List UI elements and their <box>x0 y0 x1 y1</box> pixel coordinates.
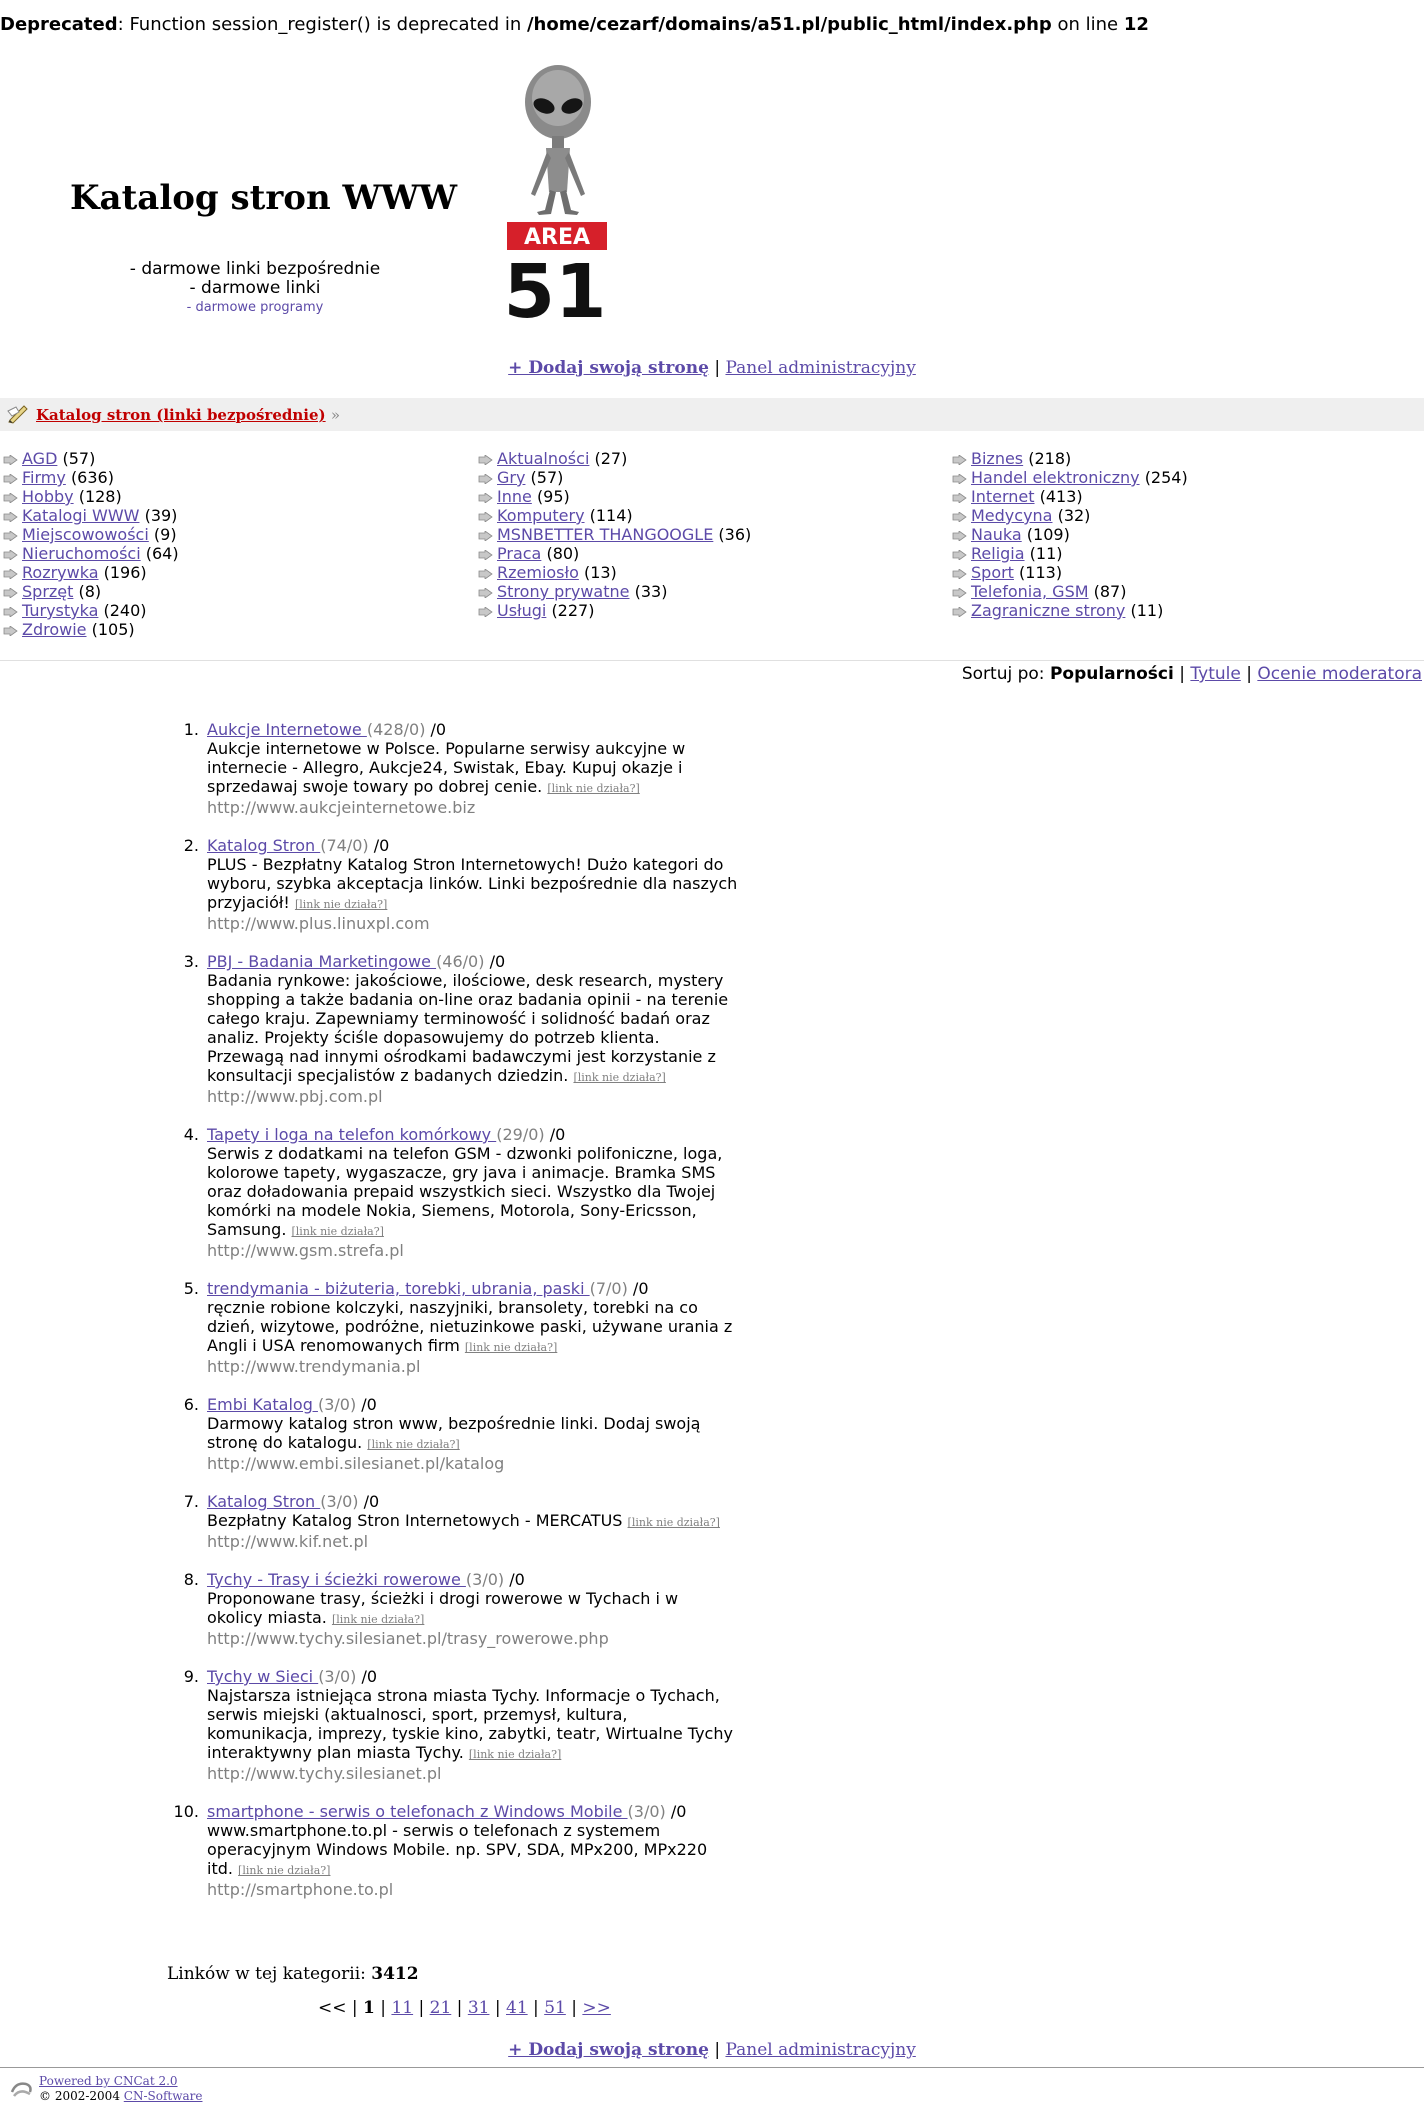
result-stats: (3/0) <box>318 1667 357 1686</box>
category-count: (196) <box>103 563 147 582</box>
arrow-icon <box>952 569 967 579</box>
result-number: 7. <box>183 1492 199 1511</box>
pager-page-link[interactable]: 21 <box>429 1998 452 2018</box>
result-description: Aukcje internetowe w Polsce. Popularne serwisy aukcyjne w internecie - Allegro, Aukcje24, Swistak, Ebay. Kupuj okazje i sprzedawaj swoje towary po dobrej cenie. <box>207 739 686 796</box>
sort-by-rating-link[interactable]: Ocenie moderatora <box>1257 664 1422 684</box>
logo-area-text: AREA <box>523 225 591 250</box>
company-link[interactable]: CN-Software <box>123 2089 203 2103</box>
result-number: 8. <box>183 1570 199 1589</box>
category-count: (80) <box>546 544 580 563</box>
category-item <box>478 563 938 582</box>
category-item <box>952 449 1412 468</box>
report-broken-link[interactable]: [link nie działa?] <box>291 1225 384 1238</box>
category-count: (413) <box>1039 487 1083 506</box>
result-rating: /0 <box>504 1570 525 1589</box>
result-rating: /0 <box>627 1279 649 1298</box>
category-item <box>3 620 463 639</box>
deprecation-message: Function session_register() is deprecated in <box>123 14 527 35</box>
sort-separator: | <box>1246 664 1252 684</box>
category-item <box>952 544 1412 563</box>
report-broken-link[interactable]: [link nie działa?] <box>627 1516 720 1529</box>
result-rating: /0 <box>356 1395 377 1414</box>
category-link[interactable]: Rozrywka <box>22 563 99 582</box>
pager-separator: | <box>489 1998 506 2018</box>
result-stats: (3/0) <box>465 1570 505 1589</box>
report-broken-link[interactable]: [link nie działa?] <box>238 1864 331 1877</box>
result-number: 5. <box>183 1279 199 1298</box>
result-number: 10. <box>173 1802 199 1821</box>
category-link[interactable]: Sport <box>971 563 1014 582</box>
category-link[interactable]: Komputery <box>497 506 585 525</box>
category-column-2 <box>478 449 938 620</box>
arrow-icon <box>952 512 967 522</box>
sort-bar <box>962 664 1422 684</box>
category-link[interactable]: Internet <box>971 487 1035 506</box>
arrow-icon <box>3 588 18 598</box>
category-item <box>3 525 463 544</box>
category-link[interactable]: Nauka <box>971 525 1022 544</box>
category-count: (33) <box>634 582 668 601</box>
result-url: http://www.tychy.silesianet.pl <box>207 1764 442 1783</box>
result-url: http://www.trendymania.pl <box>207 1357 421 1376</box>
category-item <box>3 582 463 601</box>
arrow-icon <box>478 474 493 484</box>
pager-page-link[interactable]: 51 <box>544 1998 566 2018</box>
category-count: (8) <box>78 582 102 601</box>
result-number: 3. <box>183 952 199 971</box>
category-item <box>3 449 463 468</box>
deprecation-line: 12 <box>1123 14 1149 35</box>
result-url: http://www.gsm.strefa.pl <box>207 1241 404 1260</box>
category-link[interactable]: Miejscowowości <box>22 525 149 544</box>
category-link[interactable]: Strony prywatne <box>497 582 630 601</box>
area51-logo <box>503 62 613 322</box>
category-link[interactable]: Usługi <box>497 601 547 620</box>
report-broken-link[interactable]: [link nie działa?] <box>573 1071 666 1084</box>
category-count: (64) <box>145 544 179 563</box>
arrow-icon <box>478 493 493 503</box>
result-stats: (74/0) <box>320 836 369 855</box>
pager-page-link[interactable]: 31 <box>467 1998 490 2018</box>
result-title-link[interactable]: Aukcje Internetowe <box>207 720 367 739</box>
category-count: (57) <box>530 468 564 487</box>
arrow-icon <box>478 588 493 598</box>
result-url: http://www.tychy.silesianet.pl/trasy_rowerowe.php <box>207 1629 609 1648</box>
link-count <box>167 1964 419 1984</box>
arrow-icon <box>952 474 967 484</box>
arrow-icon <box>3 493 18 503</box>
category-count: (11) <box>1130 601 1164 620</box>
result-title-link[interactable]: Embi Katalog <box>207 1395 318 1414</box>
result-item <box>168 720 738 817</box>
result-title-link[interactable]: Katalog Stron <box>207 836 321 855</box>
category-count: (87) <box>1093 582 1127 601</box>
arrow-icon <box>3 626 18 636</box>
category-count: (95) <box>536 487 570 506</box>
result-rating: /0 <box>368 836 390 855</box>
sort-by-title-link[interactable]: Tytule <box>1190 664 1241 684</box>
report-broken-link[interactable]: [link nie działa?] <box>367 1438 460 1451</box>
category-count: (32) <box>1057 506 1091 525</box>
copyright-text: © 2002-2004 <box>39 2089 124 2103</box>
result-title-link[interactable]: Tapety i loga na telefon komórkowy <box>207 1125 497 1144</box>
arrow-icon <box>478 531 493 541</box>
category-count: (9) <box>153 525 177 544</box>
category-link[interactable]: Aktualności <box>497 449 590 468</box>
category-item <box>478 506 938 525</box>
arrow-icon <box>3 531 18 541</box>
deprecation-on-line: on line <box>1051 14 1124 35</box>
pager-separator: | <box>527 1998 545 2018</box>
pager-separator: | <box>346 1998 364 2018</box>
deprecation-label: Deprecated <box>0 14 118 35</box>
category-item <box>952 506 1412 525</box>
pager-next-link[interactable]: >> <box>582 1998 611 2018</box>
arrow-icon <box>3 474 18 484</box>
pagination <box>318 1998 611 2018</box>
add-site-link[interactable]: + Dodaj swoją stronę <box>508 2040 709 2060</box>
tagline-2: - darmowe linki <box>189 278 321 298</box>
category-item <box>952 563 1412 582</box>
pager-current: 1 <box>363 1998 375 2018</box>
footer-divider <box>0 2067 1424 2068</box>
breadcrumb-separator: » <box>330 406 341 424</box>
category-item <box>3 487 463 506</box>
category-count: (57) <box>62 449 96 468</box>
result-description: Najstarsza istniejąca strona miasta Tychy. Informacje o Tychach, serwis miejski (aktualnosci, sport, przemysł, kultura, komunikacja, imprezy, tyskie kino, zabytki, teatr, Wirtualne Tychy interaktywny plan miasta Tychy. <box>207 1686 733 1762</box>
category-item <box>478 582 938 601</box>
tagline-1: - darmowe linki bezpośrednie <box>129 259 381 279</box>
arrow-icon <box>952 455 967 465</box>
alien-figure-icon <box>525 65 591 215</box>
taglines <box>95 260 415 317</box>
category-item <box>952 582 1412 601</box>
category-count: (254) <box>1144 468 1188 487</box>
arrow-icon <box>952 531 967 541</box>
admin-panel-link[interactable]: Panel administracyjny <box>725 2040 916 2060</box>
result-stats: (3/0) <box>627 1802 666 1821</box>
result-title-link[interactable]: trendymania - biżuteria, torebki, ubrania, paski <box>207 1279 590 1298</box>
category-link[interactable]: Zdrowie <box>22 620 87 639</box>
sort-separator: | <box>1179 664 1185 684</box>
category-count: (128) <box>78 487 122 506</box>
site-title: Katalog stron WWW <box>70 178 458 218</box>
pager-separator: | <box>565 1998 583 2018</box>
category-item <box>478 449 938 468</box>
category-count: (114) <box>589 506 633 525</box>
category-link[interactable]: Turystyka <box>22 601 99 620</box>
result-description: Darmowy katalog stron www, bezpośrednie linki. Dodaj swoją stronę do katalogu. <box>207 1414 701 1452</box>
bottom-links <box>0 2040 1424 2060</box>
arrow-icon <box>478 607 493 617</box>
result-description: PLUS - Bezpłatny Katalog Stron Internetowych! Dużo kategori do wyboru, szybka akceptacja linków. Linki bezpośrednie dla naszych przyjaciół! <box>207 855 738 912</box>
result-item <box>168 1279 738 1376</box>
divider <box>0 660 1424 661</box>
result-rating: /0 <box>358 1492 380 1511</box>
category-count: (36) <box>718 525 752 544</box>
pager-page-link[interactable]: 11 <box>391 1998 414 2018</box>
arrow-icon <box>952 493 967 503</box>
result-title-link[interactable]: PBJ - Badania Marketingowe <box>207 952 437 971</box>
category-link[interactable]: Nieruchomości <box>22 544 141 563</box>
logo-number-text: 51 <box>503 249 607 322</box>
report-broken-link[interactable]: [link nie działa?] <box>331 1613 425 1626</box>
result-item <box>168 952 738 1106</box>
result-url: http://www.pbj.com.pl <box>207 1087 383 1106</box>
category-item <box>3 544 463 563</box>
result-title-link[interactable]: Katalog Stron <box>207 1492 321 1511</box>
report-broken-link[interactable]: [link nie działa?] <box>464 1341 558 1354</box>
category-count: (13) <box>583 563 617 582</box>
arrow-icon <box>478 569 493 579</box>
result-rating: /0 <box>425 720 447 739</box>
breadcrumb-root-link[interactable]: Katalog stron (linki bezpośrednie) <box>36 406 326 424</box>
result-description: www.smartphone.to.pl - serwis o telefonach z systemem operacyjnym Windows Mobile. np. SPV, SDA, MPx200, MPx220 itd. <box>207 1821 708 1878</box>
sort-current: Popularności <box>1049 664 1174 684</box>
result-title-link[interactable]: smartphone - serwis o telefonach z Windows Mobile <box>207 1802 628 1821</box>
category-link[interactable]: AGD <box>22 449 58 468</box>
category-count: (240) <box>103 601 147 620</box>
top-links-separator: | <box>714 358 721 378</box>
category-link[interactable]: MSNBETTER THANGOOGLE <box>497 525 714 544</box>
category-column-3 <box>952 449 1412 620</box>
arrow-icon <box>3 607 18 617</box>
category-count: (227) <box>551 601 595 620</box>
result-description: Proponowane trasy, ścieżki i drogi rowerowe w Tychach i w okolicy miasta. <box>207 1589 679 1627</box>
result-number: 1. <box>183 720 199 739</box>
pager-separator: | <box>374 1998 392 2018</box>
link-count-label: Linków w tej kategorii: <box>167 1964 372 1984</box>
arrow-icon <box>3 569 18 579</box>
arrow-icon <box>3 455 18 465</box>
result-stats: (428/0) <box>366 720 426 739</box>
footer-text <box>39 2074 202 2104</box>
category-link[interactable]: Religia <box>971 544 1025 563</box>
category-count: (109) <box>1026 525 1070 544</box>
result-stats: (29/0) <box>496 1125 545 1144</box>
pager-prev: << <box>318 1998 347 2018</box>
arrow-icon <box>478 550 493 560</box>
category-item <box>478 487 938 506</box>
result-item <box>168 1667 738 1783</box>
category-item <box>478 544 938 563</box>
category-item <box>952 468 1412 487</box>
breadcrumb <box>36 406 340 424</box>
result-number: 2. <box>183 836 199 855</box>
category-item <box>478 468 938 487</box>
arrow-icon <box>3 512 18 522</box>
result-rating: /0 <box>665 1802 687 1821</box>
category-link[interactable]: Gry <box>497 468 526 487</box>
arrow-icon <box>952 550 967 560</box>
result-item <box>168 836 738 933</box>
category-item <box>952 601 1412 620</box>
category-link[interactable]: Sprzęt <box>22 582 74 601</box>
arrow-icon <box>3 550 18 560</box>
result-url: http://www.embi.silesianet.pl/katalog <box>207 1454 505 1473</box>
category-link[interactable]: Hobby <box>22 487 74 506</box>
result-description: ręcznie robione kolczyki, naszyjniki, bransolety, torebki na co dzień, wizytowe, podróżne, nietuzinkowe paski, używane urania z Angli i USA renomowanych firm <box>207 1298 733 1355</box>
category-item <box>952 487 1412 506</box>
bottom-links-separator: | <box>714 2040 721 2060</box>
category-item <box>3 563 463 582</box>
deprecation-path: /home/cezarf/domains/a51.pl/public_html/index.php <box>526 14 1052 35</box>
admin-panel-link[interactable]: Panel administracyjny <box>725 358 916 378</box>
result-rating: /0 <box>356 1667 378 1686</box>
category-link[interactable]: Praca <box>497 544 542 563</box>
result-item <box>168 1570 738 1648</box>
category-count: (27) <box>594 449 628 468</box>
result-item <box>168 1492 738 1551</box>
category-count: (113) <box>1019 563 1063 582</box>
result-url: http://www.plus.linuxpl.com <box>207 914 430 933</box>
pencil-icon <box>6 403 30 425</box>
result-description: Serwis z dodatkami na telefon GSM - dzwonki polifoniczne, loga, kolorowe tapety, wygaszacze, gry java i animacje. Bramka SMS oraz doładowania prepaid wszystkich sieci. Wszystko dla Twojej komórki na modele Nokia, Siemens, Motorola, Sony-Ericsson, Samsung. <box>207 1144 723 1239</box>
category-column-1 <box>3 449 463 639</box>
category-count: (218) <box>1028 449 1072 468</box>
sort-label: Sortuj po: <box>961 664 1045 684</box>
category-link[interactable]: Katalogi WWW <box>22 506 140 525</box>
category-link[interactable]: Telefonia, GSM <box>971 582 1089 601</box>
tagline-3: - darmowe programy <box>186 300 324 315</box>
result-number: 9. <box>183 1667 199 1686</box>
category-item <box>3 468 463 487</box>
pager-separator: | <box>451 1998 468 2018</box>
category-link[interactable]: Medycyna <box>971 506 1053 525</box>
result-url: http://www.kif.net.pl <box>207 1532 369 1551</box>
breadcrumb-bar <box>0 398 1424 431</box>
deprecation-warning <box>0 14 1149 35</box>
link-count-value: 3412 <box>371 1964 419 1984</box>
result-stats: (3/0) <box>320 1492 359 1511</box>
arrow-icon <box>478 512 493 522</box>
result-title-link[interactable]: Tychy - Trasy i ścieżki rowerowe <box>207 1570 466 1589</box>
category-item <box>3 506 463 525</box>
result-title-link[interactable]: Tychy w Sieci <box>207 1667 319 1686</box>
category-count: (39) <box>144 506 178 525</box>
result-number: 4. <box>183 1125 199 1144</box>
category-link[interactable]: Firmy <box>22 468 66 487</box>
category-link[interactable]: Biznes <box>971 449 1024 468</box>
report-broken-link[interactable]: [link nie działa?] <box>468 1748 562 1761</box>
result-item <box>168 1395 738 1473</box>
category-link[interactable]: Inne <box>497 487 532 506</box>
result-url: http://www.aukcjeinternetowe.biz <box>207 798 476 817</box>
results-list <box>168 720 738 1918</box>
category-item <box>3 601 463 620</box>
cncat-logo-icon <box>10 2078 34 2100</box>
result-number: 6. <box>183 1395 199 1414</box>
arrow-icon <box>952 607 967 617</box>
category-count: (11) <box>1029 544 1063 563</box>
result-stats: (7/0) <box>589 1279 628 1298</box>
category-item <box>478 601 938 620</box>
powered-by-link[interactable]: Powered by CNCat 2.0 <box>39 2074 178 2088</box>
result-description: Badania rynkowe: jakościowe, ilościowe, desk research, mystery shopping a także badania on-line oraz badania opinii - na terenie całego kraju. Zapewniamy terminowość i solidność badań oraz analiz. Projekty ściśle dopasowujemy do potrzeb klienta. Przewagą nad innymi ośrodkami badawczymi jest korzystanie z konsultacji specjalistów z badanych dziedzin. <box>207 971 729 1085</box>
arrow-icon <box>952 588 967 598</box>
result-item <box>168 1125 738 1260</box>
category-link[interactable]: Handel elektroniczny <box>971 468 1140 487</box>
category-item <box>952 525 1412 544</box>
top-links <box>0 358 1424 378</box>
result-rating: /0 <box>544 1125 566 1144</box>
category-link[interactable]: Zagraniczne strony <box>971 601 1126 620</box>
category-link[interactable]: Rzemiosło <box>497 563 579 582</box>
deprecation-colon: : <box>117 14 124 35</box>
report-broken-link[interactable]: [link nie działa?] <box>547 782 640 795</box>
report-broken-link[interactable]: [link nie działa?] <box>294 898 388 911</box>
category-count: (636) <box>70 468 114 487</box>
result-description: Bezpłatny Katalog Stron Internetowych - MERCATUS <box>207 1511 628 1530</box>
add-site-link[interactable]: + Dodaj swoją stronę <box>508 358 709 378</box>
arrow-icon <box>478 455 493 465</box>
result-url: http://smartphone.to.pl <box>207 1880 394 1899</box>
pager-page-link[interactable]: 41 <box>506 1998 528 2018</box>
result-stats: (3/0) <box>317 1395 357 1414</box>
result-rating: /0 <box>484 952 506 971</box>
pager-separator: | <box>413 1998 430 2018</box>
category-count: (105) <box>91 620 135 639</box>
result-item <box>168 1802 738 1899</box>
category-item <box>478 525 938 544</box>
result-stats: (46/0) <box>436 952 485 971</box>
